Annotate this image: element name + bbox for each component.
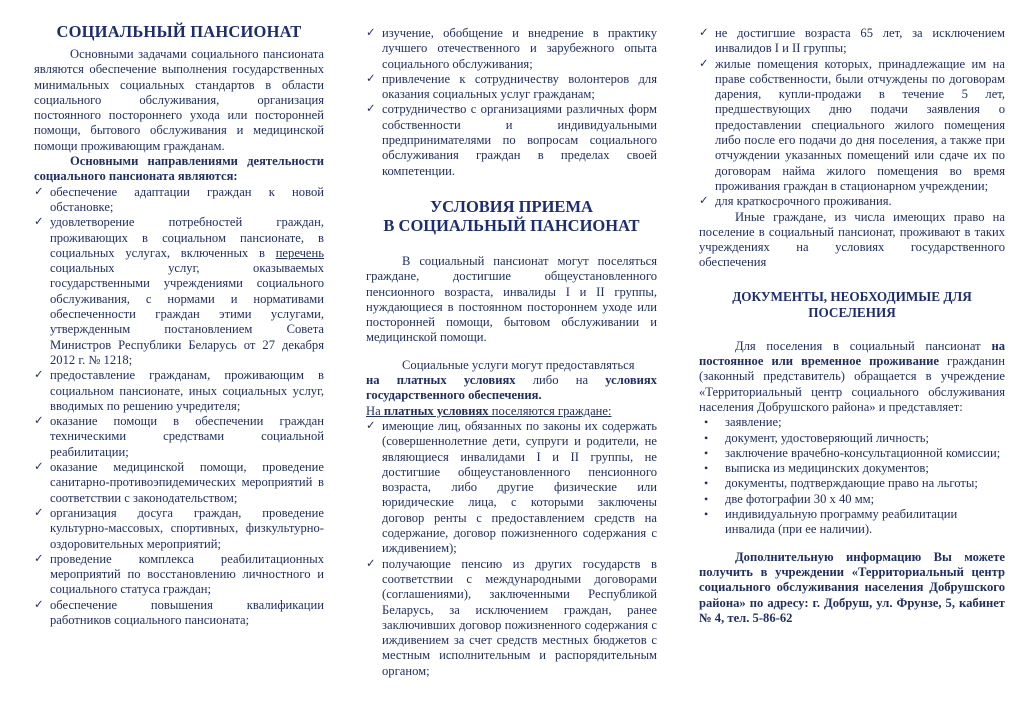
column-3 [699, 26, 1005, 626]
services-list-link[interactable]: перечень [275, 245, 324, 260]
paid-conditions-list-continued [699, 26, 1005, 210]
intro-paragraph: Основными задачами социального пансионата являются обеспечение выполнения государственных минимальных социальных стандартов в области социального обслуживания, организация постоянного постороннего ухода или посторонней помощи, бытового обслуживания и медицинской помощи проживающим гражданам. [34, 47, 324, 153]
bullet-icon: • [704, 415, 709, 430]
paid-conditions-heading: На платных условиях поселяются граждане: [366, 403, 612, 418]
list-item: • индивидуальную программу реабилитации инвалида (при ее наличии). [704, 507, 958, 537]
checkmark-icon: ✓ [699, 195, 709, 208]
bullet-icon: • [704, 507, 709, 522]
bullet-icon: • [704, 491, 709, 506]
documents-intro: Для поселения в социальный пансионат на постоянное или временное проживание гражданин (законный представитель) обращается в учреждение «Территориальный центр социального обслуживания населения Добрушского района» и представляет: [699, 338, 1005, 414]
checkmark-icon: ✓ [34, 598, 44, 611]
list-item: ✓ жилые помещения которых, принадлежащие им на праве собственности, были отчуждены по договорам дарения, купли-продажи в течение 5 лет, предшествующих дню подачи заявления о предоставлении специального жилого помещения либо после его подачи до дня поселения, а также при отчуждении указанных помещений или сдаче их по договорам найма жилого помещения во время проживания граждан в стационарном учреждении; [699, 56, 1005, 193]
checkmark-icon: ✓ [699, 27, 709, 39]
list-item: ✓ удовлетворение потребностей граждан, проживающих в социальном пансионате, в социальных услугах, включенных в перечень социальных услуг, оказываемых государственными учреждениями социального обслуживания, с нормами и нормативами обеспеченности граждан этими услугами, утвержденным постановлением Совета Министров Республики Беларусь от 27 декабря 2012 г. № 1218; [34, 215, 324, 367]
admission-title-line1: УСЛОВИЯ ПРИЕМА [430, 196, 593, 216]
directions-list-continued [366, 26, 657, 179]
checkmark-icon: ✓ [34, 552, 44, 565]
list-item: ✓ проведение комплекса реабилитационных мероприятий по восстановлению личностного и социального статуса граждан; [34, 551, 324, 597]
checkmark-icon: ✓ [366, 557, 376, 570]
list-item: ✓ не достигшие возраста 65 лет, за исключением инвалидов I и II группы; [699, 26, 1005, 56]
paid-conditions-list [366, 419, 657, 679]
other-citizens-paragraph: Иные граждане, из числа имеющих право на поселение в социальный пансионат, проживают в таких учреждениях на условиях государственного обеспечения [699, 209, 1005, 270]
admission-paragraph: В социальный пансионат могут поселяться граждане, достигшие общеустановленного пенсионного возраста, инвалиды I и II группы, нуждающиеся в постоянном постороннем уходе или посторонней помощи, бытовом обслуживании и медицинской помощи. [366, 253, 657, 345]
list-item: • выписка из медицинских документов; [704, 461, 929, 476]
checkmark-icon: ✓ [34, 369, 44, 382]
list-item: • заявление; [704, 415, 782, 430]
checkmark-icon: ✓ [366, 103, 376, 116]
checkmark-icon: ✓ [34, 461, 44, 474]
list-item: • документы, подтверждающие право на льготы; [704, 476, 978, 491]
list-item: ✓ привлечение к сотрудничеству волонтеров для оказания социальных услуг гражданам; [366, 71, 657, 102]
list-item: • документ, удостоверяющий личность; [704, 430, 930, 445]
list-item: • две фотографии 30 x 40 мм; [704, 491, 875, 506]
checkmark-icon: ✓ [34, 506, 44, 519]
column-1 [34, 22, 324, 628]
checkmark-icon: ✓ [366, 419, 376, 432]
list-item: ✓ оказание медицинской помощи, проведение санитарно-противоэпидемических мероприятий в соответствии с законодательством; [34, 460, 324, 505]
checkmark-icon: ✓ [34, 185, 44, 198]
list-item: ✓ получающие пенсию из других государств в соответствии с международными договорами (соглашениями), заключенными Республикой Беларусь, за исключением граждан, ранее заключивших договор пожизненного содержания с иждивением за счет средств местных бюджетов с местным исполнительным и распорядительным органом; [366, 556, 657, 678]
directions-heading: Основными направлениями деятельности социального пансионата являются: [34, 154, 324, 184]
docs-title-wrap [699, 289, 1005, 321]
checkmark-icon: ✓ [34, 216, 44, 229]
checkmark-icon: ✓ [699, 57, 709, 70]
list-item: • заключение врачебно-консультационной комиссии; [704, 445, 1001, 460]
list-item: ✓ имеющие лиц, обязанных по законы их содержать (совершеннолетние дети, супруги и родители, не являющиеся инвалидами I и II группы, не достигшие общеустановленного пенсионного возраста, либо другие физические или юридические лица, с которыми заключены договор ренты с предоставлением средств на содержание, договор пожизненного содержания с иждивением); [366, 418, 657, 556]
pansionat-title: СОЦИАЛЬНЫЙ ПАНСИОНАТ [56, 22, 302, 41]
admission-title-line2: В СОЦИАЛЬНЫЙ ПАНСИОНАТ [383, 216, 640, 236]
checkmark-icon: ✓ [366, 27, 376, 39]
documents-title: ДОКУМЕНТЫ, НЕОБХОДИМЫЕ ДЛЯ ПОСЕЛЕНИЯ [732, 288, 972, 320]
documents-list [699, 415, 1005, 537]
bullet-icon: • [704, 445, 709, 460]
contact-info: Дополнительную информацию Вы можете получить в учреждении «Территориальный центр социального обслуживания населения Добрушского района» по адресу: г. Добруш, ул. Фрунзе, 5, кабинет № 4, тел. 5-86-62 [699, 549, 1005, 625]
bullet-icon: • [704, 476, 709, 491]
column-2 [366, 26, 657, 679]
directions-list [34, 185, 324, 629]
checkmark-icon: ✓ [366, 72, 376, 85]
list-item: ✓ обеспечение повышения квалификации работников социального пансионата; [34, 597, 324, 627]
list-item: ✓ организация досуга граждан, проведение культурно-массовых, спортивных, физкультурно-оздоровительных мероприятий; [34, 505, 324, 551]
services-paragraph: Социальные услуги могут предоставляться на платных условиях либо на условиях государственного обеспечения. [366, 357, 657, 403]
list-item: ✓ для краткосрочного проживания. [699, 194, 892, 209]
bullet-icon: • [704, 461, 709, 476]
list-item: ✓ обеспечение адаптации граждан к новой обстановке; [34, 184, 324, 214]
list-item: ✓ сотрудничество с организациями различных форм собственности и индивидуальными предпринимателями по вопросам социального обслуживания граждан в пределах своей компетенции. [366, 102, 657, 178]
bullet-icon: • [704, 430, 709, 445]
list-item: ✓ оказание помощи в обеспечении граждан техническими средствами социальной реабилитации; [34, 414, 324, 459]
checkmark-icon: ✓ [34, 415, 44, 428]
list-item: ✓ предоставление гражданам, проживающим в социальном пансионате, иных социальных услуг, вводимых по решению учредителя; [34, 368, 324, 413]
list-item: ✓ изучение, обобщение и внедрение в практику лучшего отечественного и зарубежного опыта социального обслуживания; [366, 26, 657, 71]
